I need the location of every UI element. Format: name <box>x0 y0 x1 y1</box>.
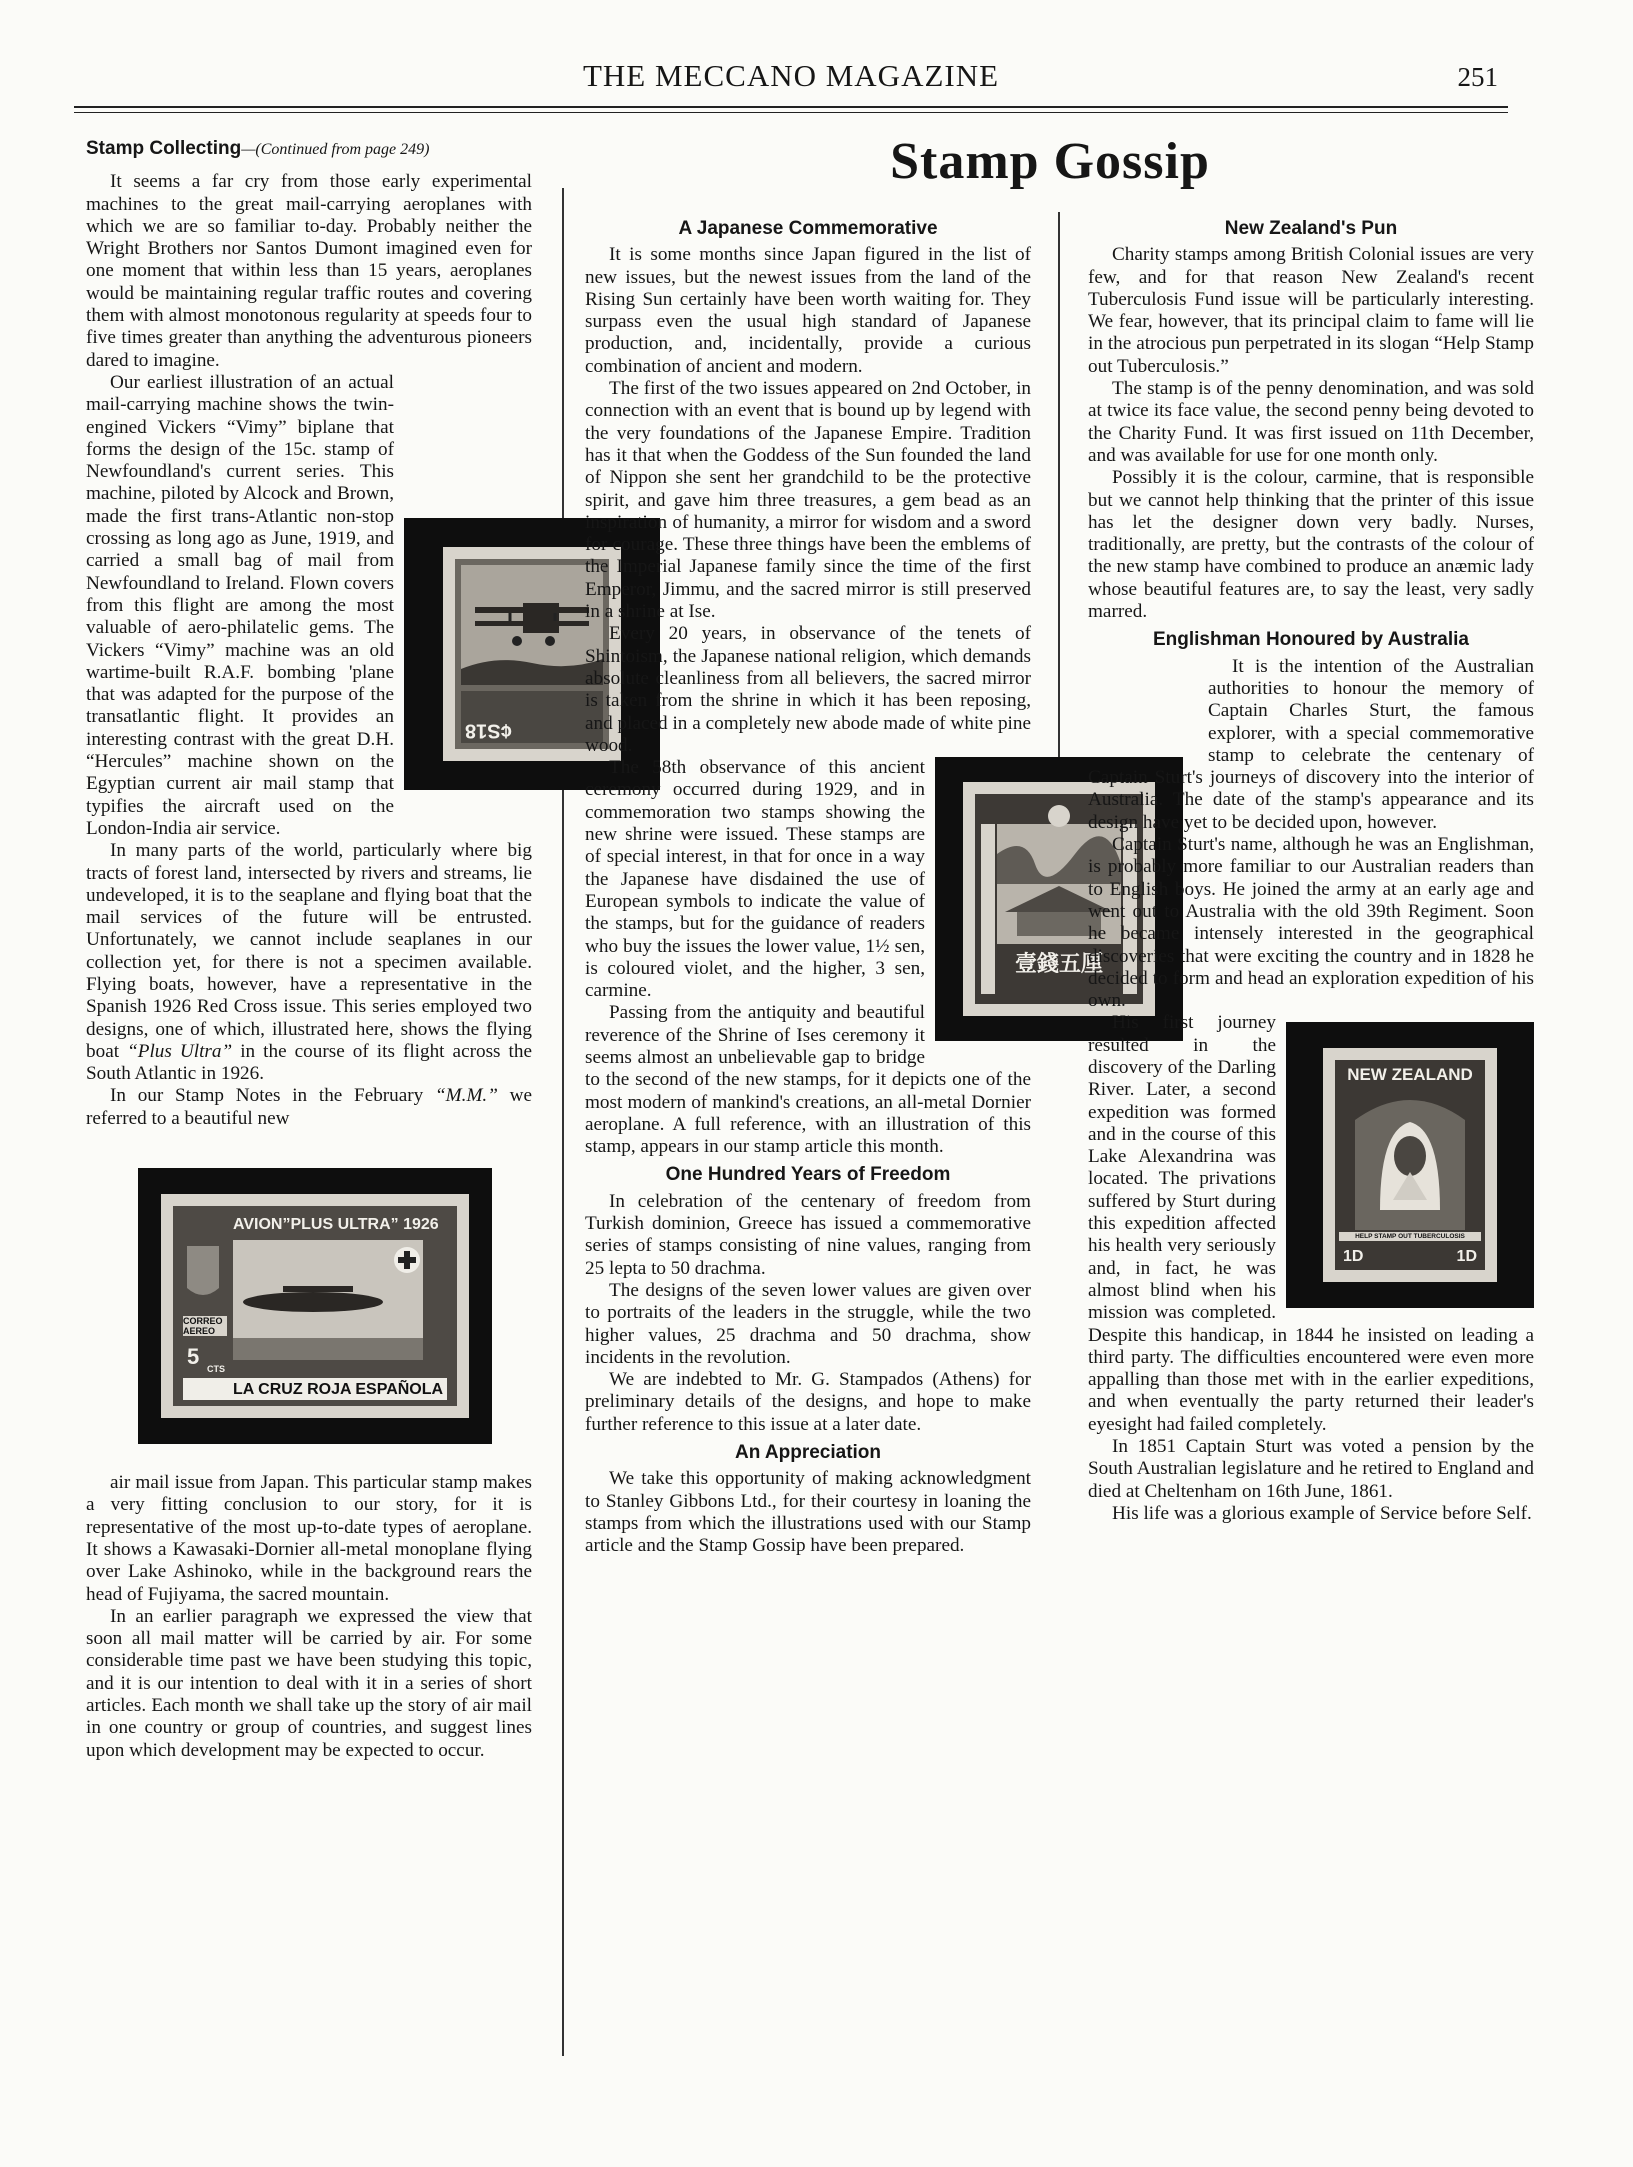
section-heading-freedom: One Hundred Years of Freedom <box>665 1164 951 1186</box>
magazine-title: THE MECCANO MAGAZINE <box>582 58 1000 93</box>
paragraph: Charity stamps among British Colonial issues are very few, and for that reason New Zealand's recent Tuberculosis Fund issue will be particularly interesting. We fear, however, that its principal claim to fame will lie in the atrocious pun perpetrated in its slogan “Help Stamp out Tuberculosis.” <box>1088 244 1534 377</box>
spain-plus-ultra-stamp <box>138 1168 492 1444</box>
paragraph: The stamp is of the penny denomination, and was sold at twice its face value, the second penny being devoted to the Charity Fund. It was first issued on 11th December, and was available for use for one month only. <box>1088 378 1534 466</box>
nz-top-label: NEW ZEALAND <box>1347 1065 1473 1085</box>
column-stamp-collecting <box>86 138 532 1762</box>
paragraph: In an earlier paragraph we expressed the view that soon all mail matter will be carried by air. For some considerable time past we have been studying this topic, and it is our intention to deal with it in a series of short articles. Each month we shall take up the story of air mail in one country or group of countries, and suggest lines upon which development may be expected to occur. <box>86 1605 532 1761</box>
nz-value-label-left: 1D <box>1343 1248 1364 1266</box>
paragraph: Every 20 years, in observance of the tenets of Shintoism, the Japanese national religion, which demands absolute cleanliness from all believers, the sacred mirror is taken from the shrine in which it has been reposing, and placed in a completely new abode made of white pine wood. <box>585 623 1031 756</box>
paragraph: It is some months since Japan figured in the list of new issues, but the newest issues from the land of the Rising Sun certainly have been worth waiting for. They surpass even the usual high standard of Japanese production, and, incidentally, provide a curious combination of ancient and modern. <box>585 244 1031 377</box>
spain-correo-label: CORREO AEREO <box>183 1316 227 1336</box>
paragraph: It seems a far cry from those early experimental machines to the great mail-carrying aeroplanes with which we are so familiar to-day. Probably neither the Wright Brothers nor Santos Dumont imagined even for one moment that within less than 15 years, aeroplanes would be maintaining regular traffic routes and covering them with almost monotonous regularity at speeds four to five times greater than anything the adventurous pioneers dared to imagine. <box>86 171 532 371</box>
paragraph: Our earliest illustration of an actual mail-carrying machine shows the twin-engined Vickers “Vimy” biplane that forms the design of the 15c. stamp of Newfoundland's current series. This machine, piloted by Alcock and Brown, made the first trans-Atlantic non-stop crossing as long ago as June, 1919, and carried a small bag of mail from Newfoundland to Ireland. Flown covers from this flight are among the most valuable of aero-philatelic gems. The Vickers “Vimy” machine was an old wartime-built R.A.F. bombing 'plane that was adapted for the purpose of the transatlantic flight. It provides an interesting contrast with the great D.H. “Hercules” machine shown on the Egyptian current air mail stamp that typifies the aircraft used on the London-India air service. <box>86 371 394 839</box>
spain-top-label: AVION”PLUS ULTRA” 1926 <box>233 1216 439 1234</box>
paragraph: Passing from the antiquity and beautiful reverence of the Shrine of Ises ceremony it seems almost an unbelievable gap to bridge to the second of the new stamps, for it depicts one of the most modern of mankind's creations, an all-metal Dornier aeroplane. A full reference, with an illustration of this stamp, appears in our stamp article this month. <box>585 1002 1031 1158</box>
paragraph: The first of the two issues appeared on 2nd October, in connection with an event that is bound up by legend with the very foundations of the Japanese Empire. Tradition has it that when the Goddess of the Sun founded the land of Nippon she sent her grandchild to be the protective spirit, and gave him three treasures, a gem bead as an inspiration of humanity, a mirror for wisdom and a sword for courage. These three things have been the emblems of the Imperial Japanese family since the time of the first Emperor, Jimmu, and the sacred mirror is still preserved in a shrine at Ise. <box>585 378 1031 623</box>
paragraph: In many parts of the world, particularly where big tracts of forest land, intersected by rivers and streams, lie undeveloped, it is to the seaplane and flying boat that the mail services of the future will be entrusted. Unfortunately, we cannot include seaplanes in our collection yet, for there is not a specimen available. Flying boats, however, have a representative in the Spanish 1926 Red Cross issue. This series employed two designs, one of which, illustrated here, shows the flying boat “Plus Ultra” in the course of its flight across the South Atlantic in 1926. <box>86 840 532 1085</box>
column-stamp-gossip-middle <box>585 212 1103 1558</box>
nz-health-stamp <box>1286 1022 1534 1308</box>
paragraph: The 58th observance of this ancient ceremony occurred during 1929, and in commemoration two stamps showing the new shrine were issued. These stamps are of special interest, in that for once in a way the Japanese have disdained the use of European symbols to indicate the value of the stamps, but for the guidance of readers who buy the issues the lower value, 1½ sen, is coloured violet, and the higher, 3 sen, carmine. <box>585 757 925 1002</box>
paragraph: We are indebted to Mr. G. Stampados (Athens) for preliminary details of the designs, and hope to make further reference to this issue at a later date. <box>585 1369 1031 1435</box>
paragraph: Possibly it is the colour, carmine, that is responsible but we cannot help thinking that the printer of this issue has let the designer down very badly. Nurses, traditionally, are pretty, but the contrasts of the colour of the new stamp have combined to produce an anæmic lady whose beautiful features are, to say the least, very sadly marred. <box>1088 467 1534 623</box>
japan-value-label: 壹錢五厘 <box>1014 952 1103 978</box>
paragraph: In 1851 Captain Sturt was voted a pension by the South Australian legislature and he retired to England and died at Cheltenham on 16th June, 1861. <box>1088 1436 1534 1502</box>
continued-note: —(Continued from page 249) <box>241 141 430 158</box>
column-divider-left <box>562 188 564 2056</box>
column-stamp-gossip-right <box>1088 212 1534 1525</box>
paragraph: Captain Sturt's name, although he was an Englishman, is probably more familiar to our Australian readers than to English boys. He joined the army at an early age and went out to Australia with the old 39th Regiment. Soon he became intensely interested in the geographical discoveries that were exciting the country and in 1828 he decided to form and head an exploration expedition of his own. <box>1088 834 1534 1012</box>
newfoundland-value-label: ¢S18 <box>465 718 512 741</box>
page-number: 251 <box>1457 62 1498 92</box>
nz-value-label-right: 1D <box>1456 1248 1477 1266</box>
section-heading-sturt: Englishman Honoured by Australia <box>1152 629 1469 651</box>
paragraph: In celebration of the centenary of freedom from Turkish dominion, Greece has issued a commemorative series of stamps consisting of nine values, ranging from 25 lepta to 50 drachma. <box>585 1190 1031 1279</box>
section-heading-stamp-collecting: Stamp Collecting <box>86 138 242 159</box>
header-rule <box>74 106 1508 108</box>
paragraph: In our Stamp Notes in the February “M.M.” we referred to a beautiful new <box>86 1085 532 1129</box>
nz-slogan-label: HELP STAMP OUT TUBERCULOSIS <box>1339 1232 1481 1241</box>
section-heading-appreciation: An Appreciation <box>734 1442 882 1464</box>
paragraph: air mail issue from Japan. This particular stamp makes a very fitting conclusion to our story, for it is representative of the most up-to-date types of aeroplane. It shows a Kawasaki-Dornier all-metal monoplane flying over Lake Ashinoko, while in the background rears the head of Fujiyama, the sacred mountain. <box>86 1472 532 1605</box>
paragraph: It is the intention of the Australian authorities to honour the memory of Captain Charles Sturt, the famous explorer, with a special commemorative stamp to celebrate the centenary of Captain Sturt's journeys of discovery into the interior of Australia. The date of the stamp's appearance and its design have yet to be decided upon, however. <box>1088 655 1534 833</box>
paragraph: We take this opportunity of making acknowledgment to Stanley Gibbons Ltd., for their courtesy in loaning the stamps from which the illustrations used with our Stamp article and the Stamp Gossip have been prepared. <box>585 1468 1031 1557</box>
spain-cts-label: CTS <box>207 1364 225 1375</box>
spain-value-label: 5 <box>187 1344 200 1370</box>
paragraph: The designs of the seven lower values are given over to portraits of the leaders in the struggle, while the two higher values, 25 drachma and 50 drachma, show incidents in the revolution. <box>585 1279 1031 1368</box>
paragraph: His life was a glorious example of Service before Self. <box>1112 1502 1532 1524</box>
spain-bottom-label: LA CRUZ ROJA ESPAÑOLA <box>233 1381 444 1399</box>
page-header <box>74 58 1508 102</box>
paragraph: His first journey resulted in the discovery of the Darling River. Later, a second expedition was formed and in the course of this Lake Alexandrina was located. The privations suffered by Sturt during this expedition affected his health very seriously and, in fact, he was almost blind when his mission was completed. Despite this handicap, in 1844 he insisted on leading a third party. The difficulties encountered were even more appalling than those met with in the earlier expeditions, and when eventually the party returned their leader's eyesight had failed completely. <box>1088 1012 1534 1435</box>
section-heading-nz: New Zealand's Pun <box>1224 218 1398 239</box>
header-rule-thin <box>74 112 1508 113</box>
section-heading-japanese: A Japanese Commemorative <box>678 218 938 239</box>
gossip-title: Stamp Gossip <box>890 133 1210 190</box>
